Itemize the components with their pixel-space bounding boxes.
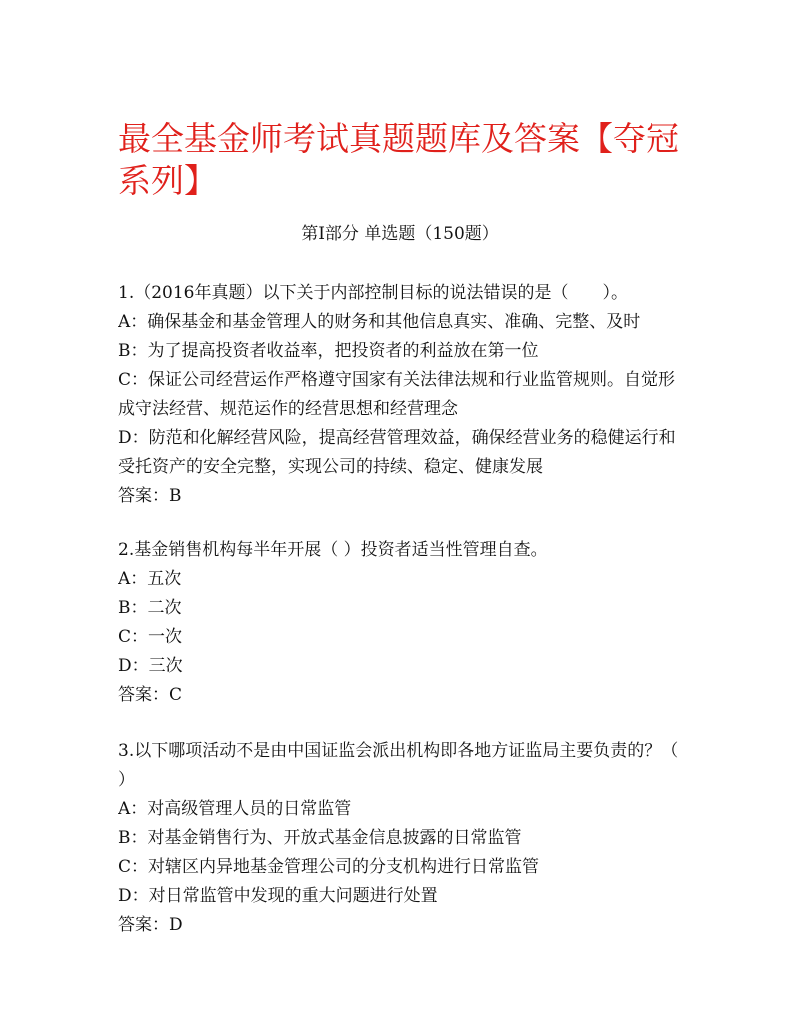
option-a: A：五次 bbox=[118, 569, 182, 589]
option-b: B：为了提高投资者收益率，把投资者的利益放在第一位 bbox=[118, 341, 539, 361]
answer: 答案：B bbox=[118, 486, 182, 506]
question-3 bbox=[118, 737, 688, 940]
question-1 bbox=[118, 279, 688, 511]
section-heading: 第Ⅰ部分 单选题（150题） bbox=[301, 224, 499, 244]
question-stem: 3.以下哪项活动不是由中国证监会派出机构即各地方证监局主要负责的？（ ） bbox=[118, 741, 679, 790]
option-d: D：三次 bbox=[118, 656, 183, 676]
option-c: C：对辖区内异地基金管理公司的分支机构进行日常监管 bbox=[118, 857, 540, 877]
option-c: C：保证公司经营运作严格遵守国家有关法律法规和行业监管规则。自觉形成守法经营、规范运作的经营思想和经营理念 bbox=[118, 370, 676, 419]
question-stem: 2.基金销售机构每半年开展（ ）投资者适当性管理自查。 bbox=[118, 540, 548, 560]
answer: 答案：C bbox=[118, 685, 183, 705]
option-b: B：对基金销售行为、开放式基金信息披露的日常监管 bbox=[118, 828, 522, 848]
answer: 答案：D bbox=[118, 915, 183, 935]
option-d: D：对日常监管中发现的重大问题进行处置 bbox=[118, 886, 438, 906]
option-d: D：防范和化解经营风险，提高经营管理效益，确保经营业务的稳健运行和受托资产的安全完整，实现公司的持续、稳定、健康发展 bbox=[118, 428, 676, 477]
option-b: B：二次 bbox=[118, 598, 182, 618]
option-a: A：对高级管理人员的日常监管 bbox=[118, 799, 352, 819]
option-a: A：确保基金和基金管理人的财务和其他信息真实、准确、完整、及时 bbox=[118, 312, 641, 332]
option-c: C：一次 bbox=[118, 627, 183, 647]
question-stem: 1.（2016年真题）以下关于内部控制目标的说法错误的是（ ）。 bbox=[118, 283, 628, 303]
question-2 bbox=[118, 536, 688, 710]
document-title: 最全基金师考试真题题库及答案【夺冠系列】 bbox=[118, 119, 679, 200]
